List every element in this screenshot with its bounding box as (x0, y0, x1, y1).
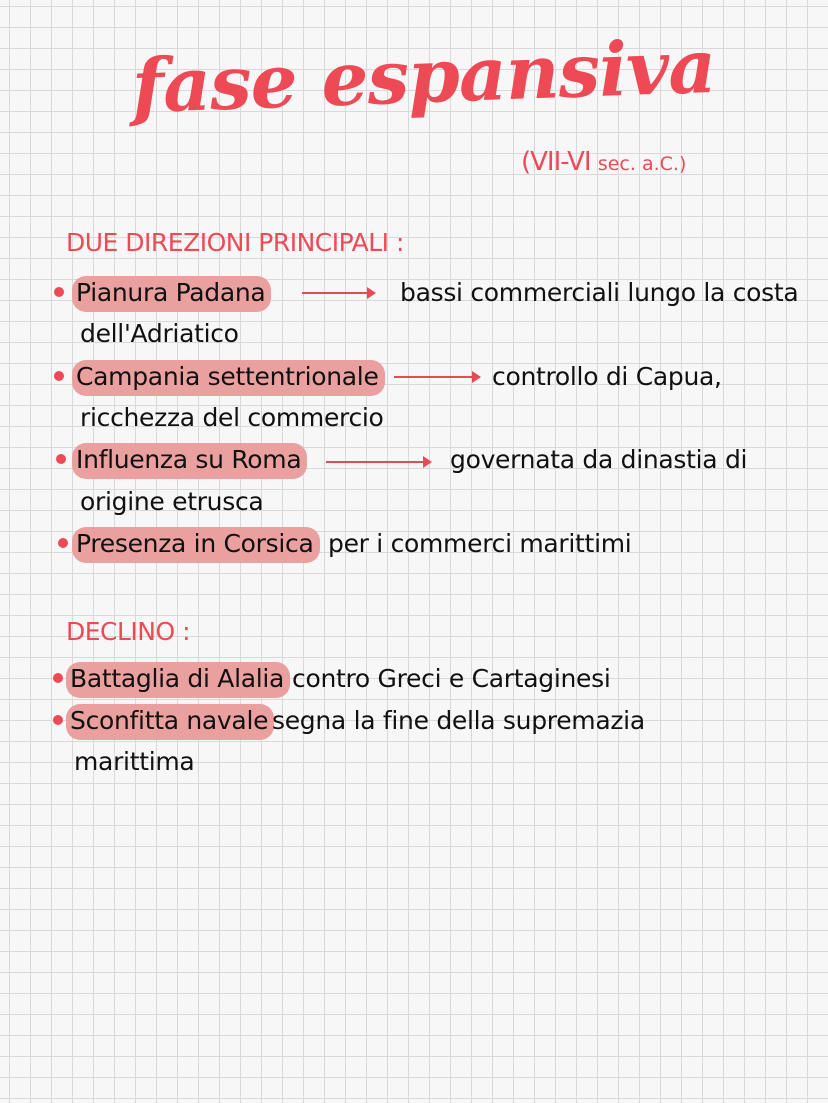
highlight-pianura-padana: Pianura Padana (72, 276, 271, 312)
highlight-battaglia-alalia: Battaglia di Alalia (66, 662, 290, 698)
bullet-dot (58, 538, 68, 548)
highlight-corsica: Presenza in Corsica (72, 527, 320, 563)
bullet-dot (54, 287, 64, 297)
item-text-continued: dell'Adriatico (80, 319, 239, 348)
bullet-dot (56, 454, 66, 464)
bullet-dot (53, 715, 63, 725)
period-subtitle (521, 147, 686, 177)
expansion-heading: DUE DIREZIONI PRINCIPALI : (66, 228, 404, 257)
item-text: controllo di Capua, (492, 362, 722, 391)
highlight-sconfitta-navale: Sconfitta navale (66, 704, 274, 740)
item-text: segna la fine della supremazia (272, 706, 645, 735)
item-text: contro Greci e Cartaginesi (292, 664, 611, 693)
item-text-continued: ricchezza del commercio (80, 403, 384, 432)
item-text: bassi commerciali lungo la costa (400, 278, 799, 307)
item-text-continued: origine etrusca (80, 487, 264, 516)
arrow-icon (326, 461, 430, 463)
item-text-continued: marittima (74, 747, 195, 776)
highlight-campania: Campania settentrionale (72, 360, 385, 396)
arrow-icon (394, 376, 479, 378)
bullet-dot (53, 673, 63, 683)
page-title: fase espansiva (130, 23, 717, 131)
item-text: governata da dinastia di (450, 445, 748, 474)
highlight-influenza-roma: Influenza su Roma (72, 443, 307, 479)
decline-heading: DECLINO : (66, 617, 191, 646)
period-suffix: sec. a.C.) (597, 153, 687, 175)
period-roman: (VII-VI (521, 147, 591, 177)
arrow-icon (302, 292, 374, 294)
bullet-dot (54, 371, 64, 381)
item-text: per i commerci marittimi (328, 529, 632, 558)
